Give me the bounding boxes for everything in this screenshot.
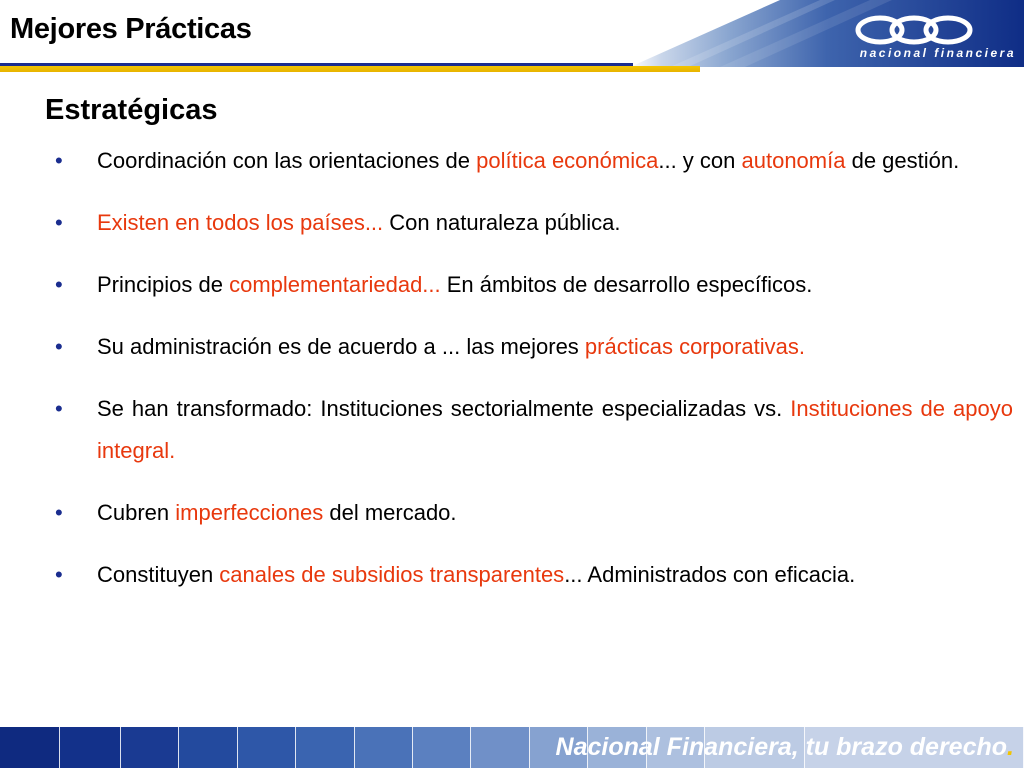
footer-color-block [355, 727, 413, 768]
footer-color-block [296, 727, 354, 768]
bullet-dot-icon: • [55, 562, 63, 587]
title-rule-yellow [0, 66, 700, 72]
bullet-text: Constituyen [97, 562, 220, 587]
bullet-item [55, 264, 1013, 306]
bullet-list [55, 140, 1013, 616]
footer-tagline [556, 733, 1014, 762]
highlighted-text: canales de subsidios transparentes [219, 562, 565, 587]
footer-bar [0, 727, 1024, 768]
logo-band [630, 0, 1024, 67]
highlighted-text: prácticas corporativas. [584, 334, 806, 359]
bullet-item [55, 202, 1013, 244]
bullet-item [55, 140, 1013, 182]
bullet-text: Se han transformado: Instituciones sectorialmente especializadas vs. [97, 396, 791, 421]
highlighted-text: complementariedad... [229, 272, 441, 297]
bullet-text: En ámbitos de desarrollo específicos. [440, 272, 813, 297]
bullet-text: Principios de [97, 272, 230, 297]
footer-color-block [413, 727, 471, 768]
slide-title: Mejores Prácticas [10, 13, 252, 45]
bullet-text: ... y con [658, 148, 742, 173]
footer-color-block [60, 727, 120, 768]
bullet-item [55, 326, 1013, 368]
bullet-text: Su administración es de acuerdo a ... las mejores [97, 334, 585, 359]
bullet-dot-icon: • [55, 396, 63, 421]
bullet-item [55, 554, 1013, 596]
footer-tagline-end: . [1007, 733, 1014, 761]
bullet-text: del mercado. [323, 500, 457, 525]
bullet-dot-icon: • [55, 500, 63, 525]
bullet-text: ... Administrados con eficacia. [564, 562, 856, 587]
section-heading: Estratégicas [45, 94, 218, 126]
footer-color-block [179, 727, 237, 768]
bullet-item [55, 492, 1013, 534]
highlighted-text: política económica [476, 148, 659, 173]
bullet-dot-icon: • [55, 272, 63, 297]
highlighted-text: autonomía [741, 148, 846, 173]
bullet-text: de gestión. [845, 148, 960, 173]
footer-tagline-text: Nacional Financiera, tu brazo derecho [555, 733, 1008, 761]
bullet-text: Coordinación con las orientaciones de [97, 148, 477, 173]
bullet-dot-icon: • [55, 148, 63, 173]
bullet-dot-icon: • [55, 210, 63, 235]
bullet-text: Cubren [97, 500, 176, 525]
bullet-dot-icon: • [55, 334, 63, 359]
highlighted-text: Existen en todos los países... [97, 210, 384, 235]
highlighted-text: imperfecciones [175, 500, 324, 525]
bullet-text: Con naturaleza pública. [383, 210, 621, 235]
bullet-item [55, 388, 1013, 472]
footer-color-block [471, 727, 529, 768]
footer-color-block [0, 727, 60, 768]
highlighted-text: Instituciones de apoyo integral. [97, 396, 1013, 463]
logo-text: nacional financiera [859, 46, 1016, 60]
footer-color-block [238, 727, 296, 768]
footer-color-block [121, 727, 179, 768]
